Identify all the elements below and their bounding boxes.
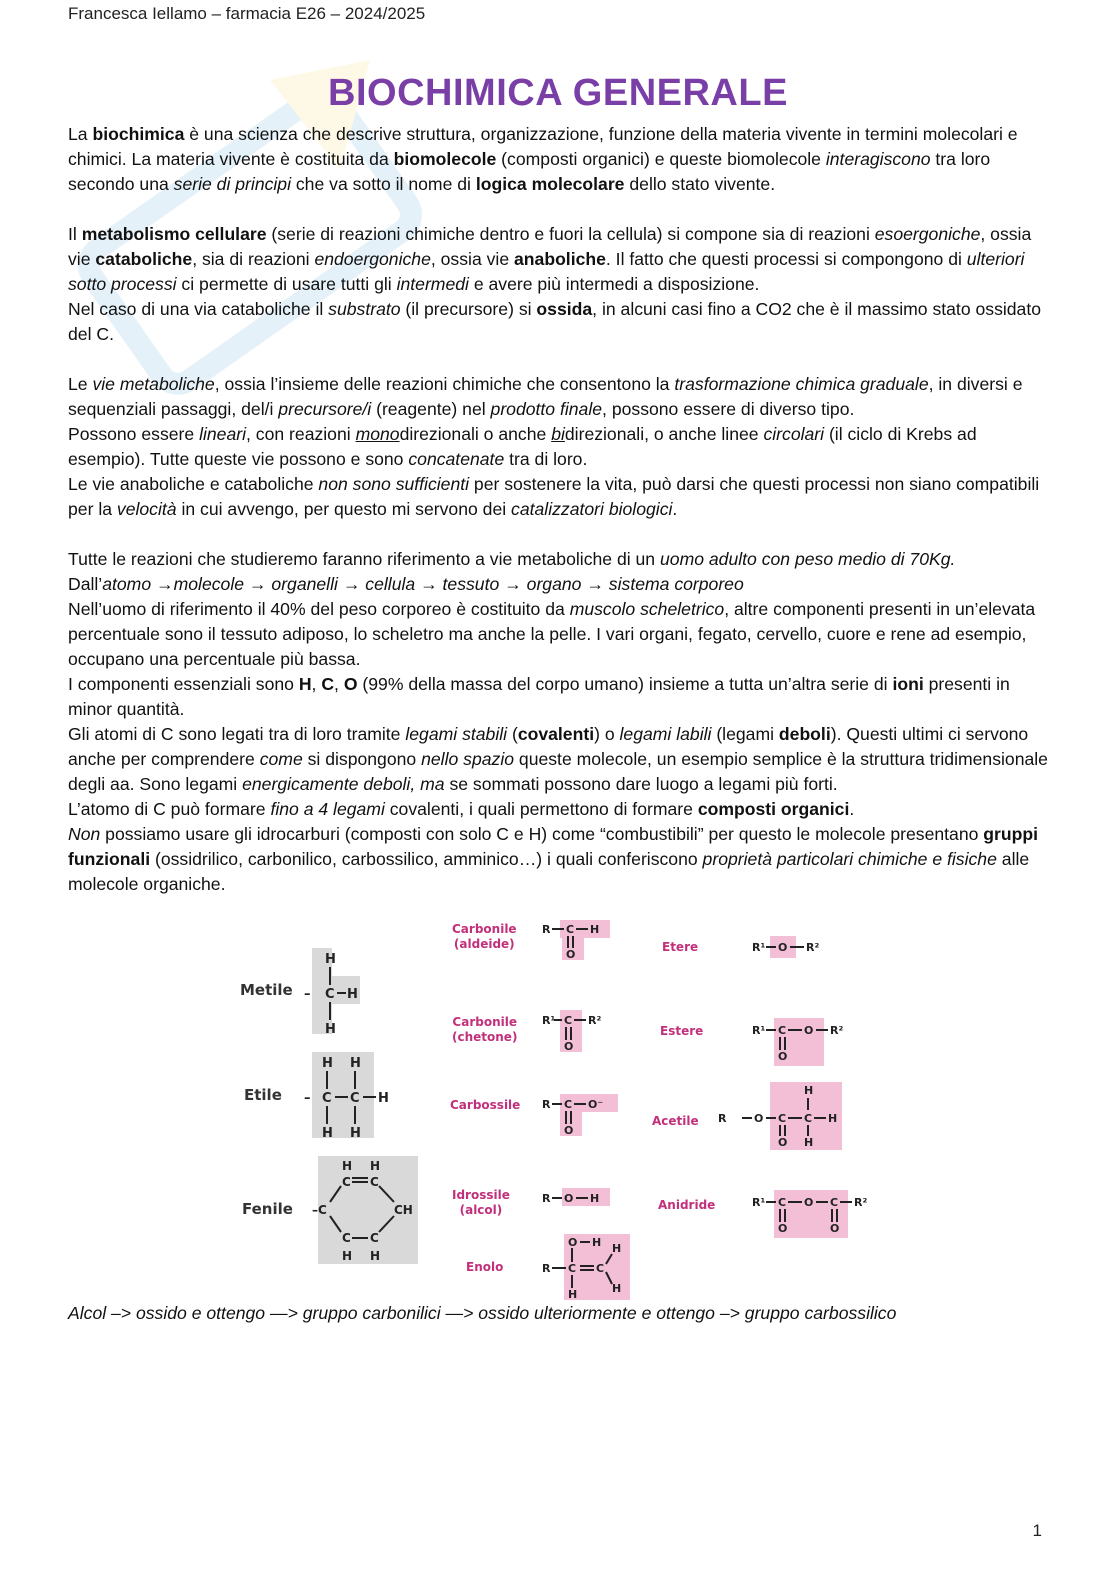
figure-caption: Alcol –> ossido e ottengo —> gruppo carbonilici —> ossido ulteriormente e ottengo –> gruppo carbossilico — [68, 1303, 897, 1323]
svg-text:O: O — [804, 1196, 814, 1209]
svg-text:H: H — [322, 1126, 333, 1141]
svg-text:R¹: R¹ — [752, 941, 766, 954]
svg-text:H: H — [342, 1249, 353, 1263]
svg-text:R: R — [718, 1112, 727, 1125]
label-enolo: Enolo — [466, 1260, 504, 1274]
svg-text:H: H — [804, 1084, 814, 1097]
label-idrossile: Idrossile (alcol) — [452, 1188, 510, 1217]
label-acetile: Acetile — [652, 1114, 699, 1128]
paragraph-functional-groups: Non possiamo usare gli idrocarburi (composti con solo C e H) come “combustibili” per questo le molecole presentano gruppi funzionali (ossidrilico, carbonilico, carbossilico, amminico…) i quali conferiscono proprietà particolari chimiche e fisiche alle molecole organiche. — [68, 824, 1039, 894]
svg-text:C: C — [350, 1091, 360, 1106]
svg-text:R¹: R¹ — [752, 1196, 766, 1209]
arrow-icon: → — [248, 574, 267, 594]
anidride-structure — [750, 1190, 890, 1240]
paragraph-bonds: Gli atomi di C sono legati tra di loro tramite legami stabili (covalenti) o legami labili (legami deboli). Questi ultimi ci servono anche per comprendere come si dispongono nello spazio queste molecole, un esempio semplice è la struttura tridimensionale degli aa. Sono legami energicamente deboli, ma se sommati possono dare luogo a legami più forti. — [68, 724, 1048, 794]
acetile-structure — [716, 1082, 856, 1152]
svg-text:R¹: R¹ — [752, 1024, 766, 1037]
svg-text:O⁻: O⁻ — [588, 1098, 604, 1111]
svg-text:R¹: R¹ — [542, 1014, 556, 1027]
svg-text:CH: CH — [394, 1203, 413, 1217]
chetone-structure — [540, 1010, 620, 1056]
page-title: BIOCHIMICA GENERALE — [328, 72, 788, 114]
svg-text:O: O — [830, 1222, 840, 1235]
paragraph-hierarchy: Dall’atomo →molecole → organelli → cellula → tessuto → organo → sistema corporeo — [68, 574, 744, 594]
svg-text:–C: –C — [312, 1203, 327, 1217]
svg-text:C: C — [566, 923, 575, 936]
paragraph-metabolism: Il metabolismo cellulare (serie di reazioni chimiche dentro e fuori la cellula) si compone sia di reazioni esoergoniche, ossia vie cataboliche, sia di reazioni endoergoniche, ossia vie anaboliche. Il fatto che questi processi si compongono di ulteriori sotto processi ci permette di usare tutti gli intermedi e avere più intermedi a disposizione. — [68, 224, 1032, 294]
svg-text:H: H — [568, 1288, 578, 1301]
svg-text:C: C — [370, 1231, 379, 1245]
svg-text:H: H — [612, 1282, 622, 1295]
svg-text:H: H — [590, 1192, 600, 1205]
svg-text:O: O — [778, 1136, 788, 1149]
svg-text:H: H — [342, 1159, 353, 1173]
svg-text:H: H — [370, 1159, 381, 1173]
arrow-icon: → — [504, 574, 522, 594]
label-estere: Estere — [660, 1024, 704, 1038]
svg-text:C: C — [342, 1175, 351, 1189]
svg-text:O: O — [564, 1192, 574, 1205]
svg-text:–: – — [304, 987, 311, 1002]
paragraph-pathway-types: Possono essere lineari, con reazioni monodirezionali o anche bidirezionali, o anche linee circolari (il ciclo di Krebs ad esempio). Tutte queste vie possono e sono concatenate tra di loro. — [68, 424, 977, 469]
svg-text:O: O — [564, 1040, 574, 1053]
arrow-icon: → — [420, 574, 438, 594]
svg-text:H: H — [322, 1056, 333, 1071]
arrow-icon: → — [156, 574, 174, 594]
svg-text:O: O — [804, 1024, 814, 1037]
paragraph-reference-man: Tutte le reazioni che studieremo faranno riferimento a vie metaboliche di un uomo adulto con peso medio di 70Kg. — [68, 549, 956, 569]
document-body — [68, 122, 1048, 897]
svg-text:C: C — [564, 1098, 573, 1111]
svg-text:C: C — [370, 1175, 379, 1189]
svg-text:H: H — [590, 923, 600, 936]
svg-text:C: C — [568, 1262, 577, 1275]
arrow-icon: → — [342, 574, 361, 594]
svg-text:C: C — [322, 1091, 332, 1106]
svg-text:H: H — [828, 1112, 838, 1125]
svg-text:O: O — [778, 1222, 788, 1235]
svg-text:H: H — [612, 1242, 622, 1255]
aldeide-structure — [540, 918, 620, 964]
page-number: 1 — [1032, 1521, 1042, 1540]
carbossile-structure — [540, 1094, 630, 1140]
svg-text:R²: R² — [854, 1196, 868, 1209]
svg-text:R: R — [542, 1262, 551, 1275]
svg-text:H: H — [592, 1236, 602, 1249]
svg-text:C: C — [342, 1231, 351, 1245]
arrow-icon: → — [586, 574, 604, 594]
fenile-structure — [308, 1156, 428, 1266]
label-carbonile-chetone: Carbonile (chetone) — [452, 1015, 518, 1044]
svg-text:H: H — [325, 1022, 336, 1037]
functional-groups-figure — [230, 918, 890, 1303]
svg-text:R²: R² — [830, 1024, 844, 1037]
svg-text:R²: R² — [588, 1014, 602, 1027]
svg-text:H: H — [350, 1056, 361, 1071]
label-carbossile: Carbossile — [450, 1098, 521, 1112]
idrossile-structure — [540, 1188, 620, 1212]
svg-text:C: C — [325, 987, 335, 1002]
svg-text:C: C — [778, 1196, 787, 1209]
svg-text:C: C — [778, 1112, 787, 1125]
paragraph-intro: La biochimica è una scienza che descrive struttura, organizzazione, funzione della materia vivente in termini molecolari e chimici. La materia vivente è costituita da biomolecole (composti organici) e queste biomolecole interagiscono tra loro secondo una serie di principi che va sotto il nome di logica molecolare dello stato vivente. — [68, 124, 1018, 194]
estere-structure — [750, 1018, 860, 1068]
svg-text:C: C — [564, 1014, 573, 1027]
svg-text:C: C — [830, 1196, 839, 1209]
svg-text:H: H — [347, 987, 358, 1002]
paragraph-elements: I componenti essenziali sono H, C, O (99% della massa del corpo umano) insieme a tutta un’altra serie di ioni presenti in minor quantità. — [68, 674, 1010, 719]
label-fenile: Fenile — [242, 1200, 293, 1218]
svg-text:C: C — [596, 1262, 605, 1275]
svg-text:R: R — [542, 923, 551, 936]
paragraph-metabolic-pathways: Le vie metaboliche, ossia l’insieme delle reazioni chimiche che consentono la trasformazione chimica graduale, in diversi e sequenziali passaggi, del/i precursore/i (reagente) nel prodotto finale, possono essere di diverso tipo. — [68, 374, 1023, 419]
svg-text:H: H — [378, 1091, 389, 1106]
svg-text:O: O — [564, 1124, 574, 1137]
svg-text:R²: R² — [806, 941, 820, 954]
svg-text:H: H — [350, 1126, 361, 1141]
svg-text:O: O — [754, 1112, 764, 1125]
svg-text:R: R — [542, 1098, 551, 1111]
svg-text:C: C — [804, 1112, 813, 1125]
paragraph-carbon: L’atomo di C può formare fino a 4 legami covalenti, i quali permettono di formare composti organici. — [68, 799, 855, 819]
svg-text:R: R — [542, 1192, 551, 1205]
enolo-structure — [540, 1234, 640, 1304]
svg-text:H: H — [804, 1136, 814, 1149]
label-anidride: Anidride — [658, 1198, 716, 1212]
label-carbonile-aldeide: Carbonile (aldeide) — [452, 922, 517, 951]
svg-text:O: O — [778, 1050, 788, 1063]
svg-text:H: H — [325, 952, 336, 967]
etere-structure — [750, 936, 840, 960]
paragraph-catalysts: Le vie anaboliche e cataboliche non sono sufficienti per sostenere la vita, può darsi che questi processi non siano compatibili per la velocità in cui avvengo, per questo mi servono dei catalizzatori biologici. — [68, 474, 1040, 519]
metile-structure — [302, 948, 372, 1038]
label-etere: Etere — [662, 940, 699, 954]
label-metile: Metile — [240, 981, 293, 999]
etile-structure — [302, 1052, 402, 1142]
svg-text:O: O — [566, 948, 576, 961]
svg-text:O: O — [568, 1236, 578, 1249]
svg-text:C: C — [778, 1024, 787, 1037]
svg-text:H: H — [370, 1249, 381, 1263]
svg-text:–: – — [304, 1091, 311, 1106]
label-etile: Etile — [244, 1086, 282, 1104]
svg-text:O: O — [778, 941, 788, 954]
paragraph-body-composition: Nell’uomo di riferimento il 40% del peso corporeo è costituito da muscolo scheletrico, altre componenti presenti in un’elevata percentuale sono il tessuto adiposo, lo scheletro ma anche la pelle. I vari organi, fegato, cervello, cuore e rene ad esempio, occupano una percentuale più bassa. — [68, 599, 1036, 669]
paragraph-catabolic: Nel caso di una via cataboliche il substrato (il precursore) si ossida, in alcuni casi fino a CO2 che è il massimo stato ossidato del C. — [68, 299, 1042, 344]
page-header: Francesca Iellamo – farmacia E26 – 2024/2025 — [68, 4, 426, 23]
